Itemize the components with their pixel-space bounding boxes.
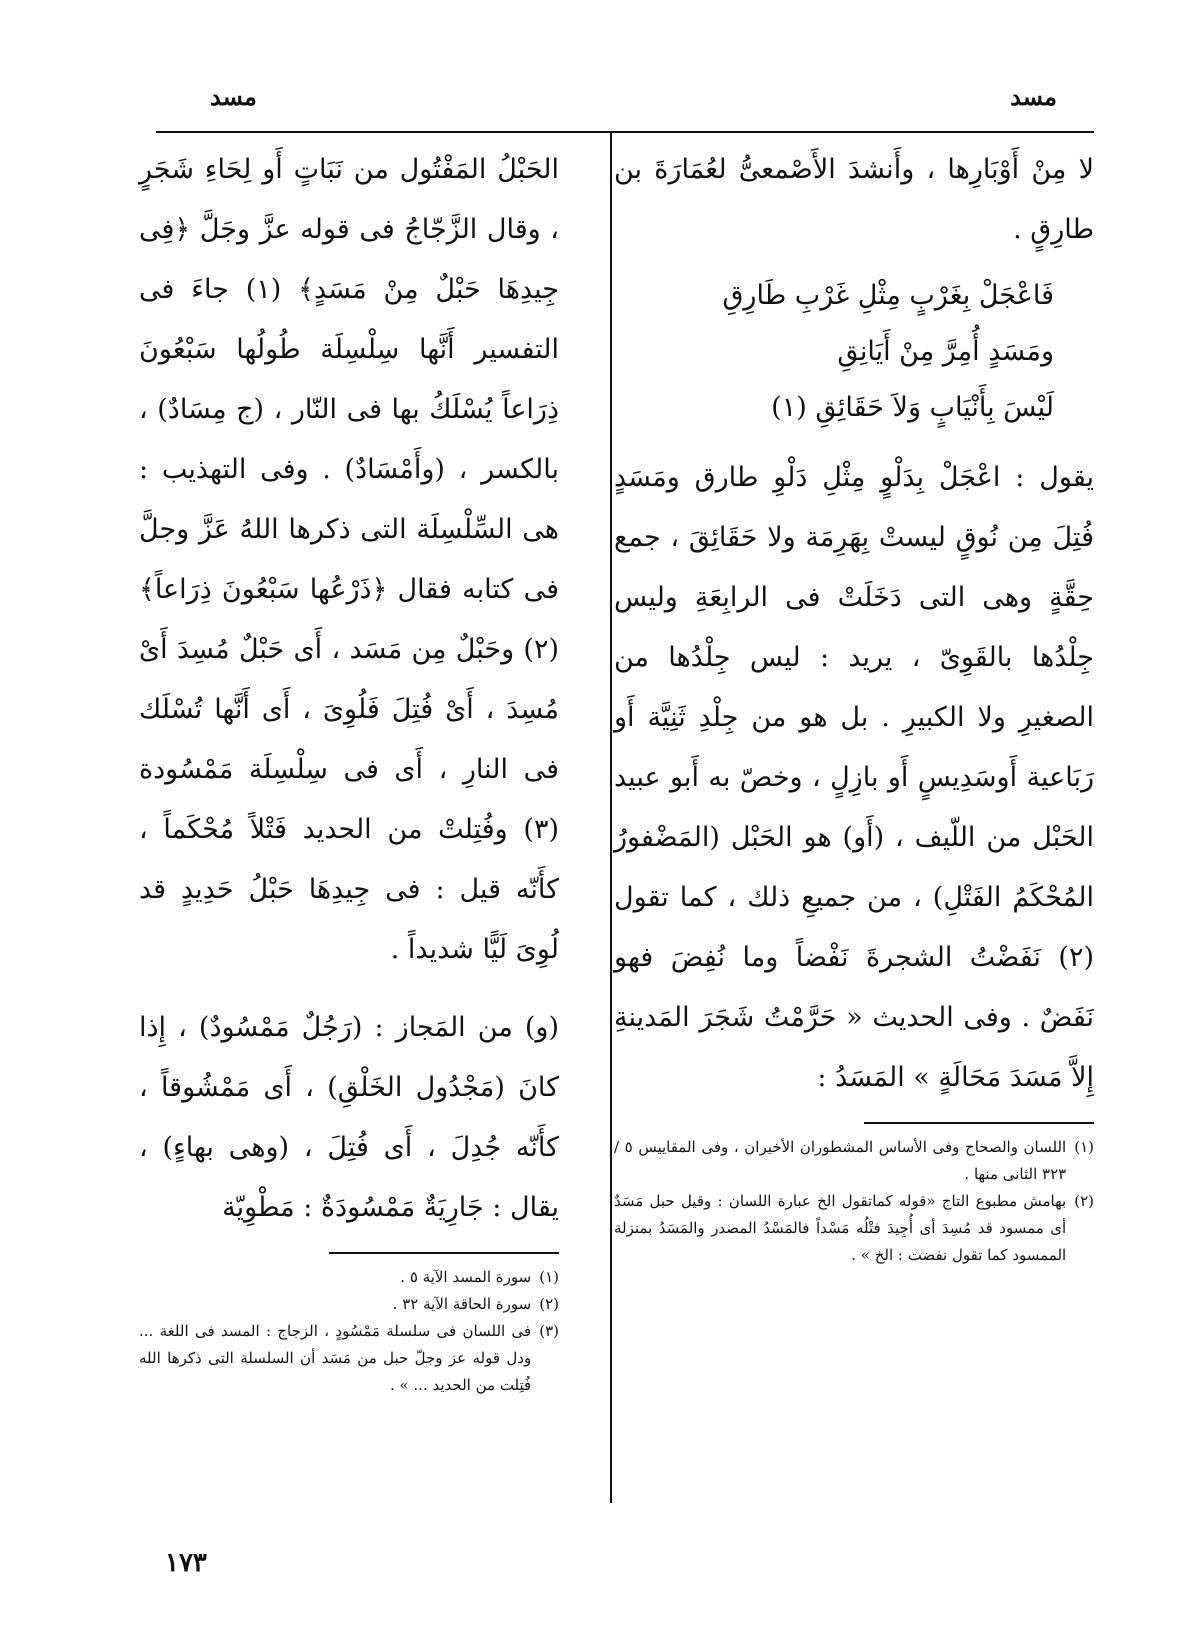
paragraph-spacer	[139, 980, 559, 998]
footnote-text: سورة الحاقة الآية ٣٢ .	[392, 1295, 532, 1313]
footnote-number: (٢)	[539, 1295, 559, 1313]
right-column	[614, 140, 1094, 1269]
footnote	[139, 1291, 559, 1318]
page-number: ١٧٣	[165, 1548, 207, 1578]
footnote-number: (١)	[539, 1268, 559, 1286]
footnote-number: (٣)	[539, 1322, 559, 1340]
running-head-right: مسد	[1010, 82, 1057, 111]
footnote	[139, 1318, 559, 1399]
left-column-body: الحَبْلُ المَفْتُول من نَبَاتٍ أَو لِحَاءِ شَجَرٍ ، وقال الزَّجّاجُ فى قوله عزَّ وجَلَّ ﴿فِى جِيدِهَا حَبْلٌ مِنْ مَسَدٍ﴾ (١) جاءَ فى التفسير أَنَّها سِلْسِلَة طُولُها سَبْعُونَ ذِرَاعاً يُسْلَكُ بها فى النّار ، (ج مِسَادٌ) ، بالكسر ، (وأَمْسَادٌ) . وفى التهذيب : هى السِّلْسِلَة التى ذكرها اللهُ عَزَّ وجلَّ فى كتابه فقال ﴿ذَرْعُها سَبْعُونَ ذِرَاعاً﴾ (٢) وحَبْلٌ مِن مَسَد ، أَى حَبْلٌ مُسِدَ أَىْ مُسِدَ ، أَىْ فُتِلَ فَلُوِىَ ، أَى أَنَّها تُسْلَك فى النارِ ، أَى فى سِلْسِلَة مَمْسُودة (٣) وفُتِلتْ من الحديد فَتْلاً مُحْكَماً ، كأَنّه قيل : فى جِيدِهَا حَبْلُ حَدِيدٍ قد لُوِىَ لَيًّا شديداً .	[139, 154, 559, 965]
footnote-text: فى اللسان فى سلسلة مَمْسُودٍ ، الزجاج : المسد فى اللغة ... ودل قوله عز وجلّ حبل من مَسَد أن السلسلة التى ذكرها الله فُتِلت من الحديد ... » .	[139, 1322, 532, 1394]
footnote-number: (٢)	[1074, 1192, 1094, 1210]
header-rule	[156, 131, 1094, 133]
footnote-text: سورة المسد الآية ٥ .	[400, 1268, 532, 1286]
footnote	[614, 1188, 1094, 1269]
footnote-rule	[864, 1122, 1094, 1124]
verse-line: لَيْسَ بِأَنْيَابٍ وَلاَ حَقَائِقِ (١)	[771, 392, 1054, 423]
footnote	[614, 1134, 1094, 1188]
right-column-body: يقول : اعْجَلْ بِدَلْوٍ مِثْلِ دَلْوِ طارق ومَسَدٍ فُتِلَ مِن نُوقٍ ليستْ بِهَرِمَة ولا حَقَائِقَ ، جمع حِقَّةٍ وهى التى دَخَلَتْ فى الرابِعَةِ وليس جِلْدُها بالقَوِىّ ، يريد : ليس جِلْدُها من الصغيرِ ولا الكبيرِ . بل هو من جِلْدِ ثَنِيَّة أَو رَبَاعية أَوسَدِيسٍ أَو بازِلٍ ، وخصّ به أَبو عبيد الحَبْل من اللّيف ، (أَو) هو الحَبْل (المَضْفورُ المُحْكَمُ الفَتْلِ) ، من جميعِ ذلك ، كما تقول (٢) نَفَضْتُ الشجرةَ نَفْضاً وما نُفِضَ فهو نَفَضٌ . وفى الحديث « حَرَّمْتُ شَجَرَ المَدينةِ إِلاَّ مَسَدَ مَحَالَةٍ » المَسَدُ :	[614, 462, 1094, 1093]
column-divider	[610, 133, 612, 1503]
footnote-text: بهامش مطبوع التاج «قوله كماتقول الخ عبارة اللسان : وقيل حبل مَسَدٌ أى ممسود قد مُسِدَ أى أُجِيدَ فتْلُه مَسْداً فالمَسْدُ المصدر والمَسَدُ بمنزلة الممسود كما تقول نفضت : الخ » .	[614, 1192, 1067, 1264]
poem-verse	[614, 268, 1094, 436]
verse-line: فَاعْجَلْ بِغَرْبٍ مِثْلِ غَرْبِ طَارِقِ	[722, 280, 1054, 311]
running-head-left: مسد	[210, 82, 257, 111]
verse-line: ومَسَدٍ أُمِرَّ مِنْ أَيَانِقِ	[837, 336, 1054, 367]
right-footnotes	[614, 1134, 1094, 1269]
left-column	[139, 140, 559, 1399]
footnote	[139, 1264, 559, 1291]
footnote-text: اللسان والصحاح وفى الأساس المشطوران الأخيران ، وفى المقاييس ٥ /٣٢٣ الثانى منها .	[614, 1138, 1067, 1183]
left-column-majaz: (و) من المَجاز : (رَجُلٌ مَمْسُودٌ) ، إِذا كانَ (مَجْدُول الخَلْقِ) ، أَى مَمْشُوقاً ، كأَنّه جُدِلَ ، أَى فُتِلَ ، (وهى بهاءٍ) ، يقال : جَارِيَةٌ مَمْسُودَةٌ : مَطْوِيّة	[139, 1012, 559, 1223]
footnote-rule	[329, 1252, 559, 1254]
right-column-intro: لا مِنْ أَوْبَارِها ، وأَنشدَ الأَصْمعىُّ لعُمَارَةَ بن طارِقٍ .	[614, 154, 1094, 245]
left-footnotes	[139, 1264, 559, 1399]
footnote-number: (١)	[1074, 1138, 1094, 1156]
